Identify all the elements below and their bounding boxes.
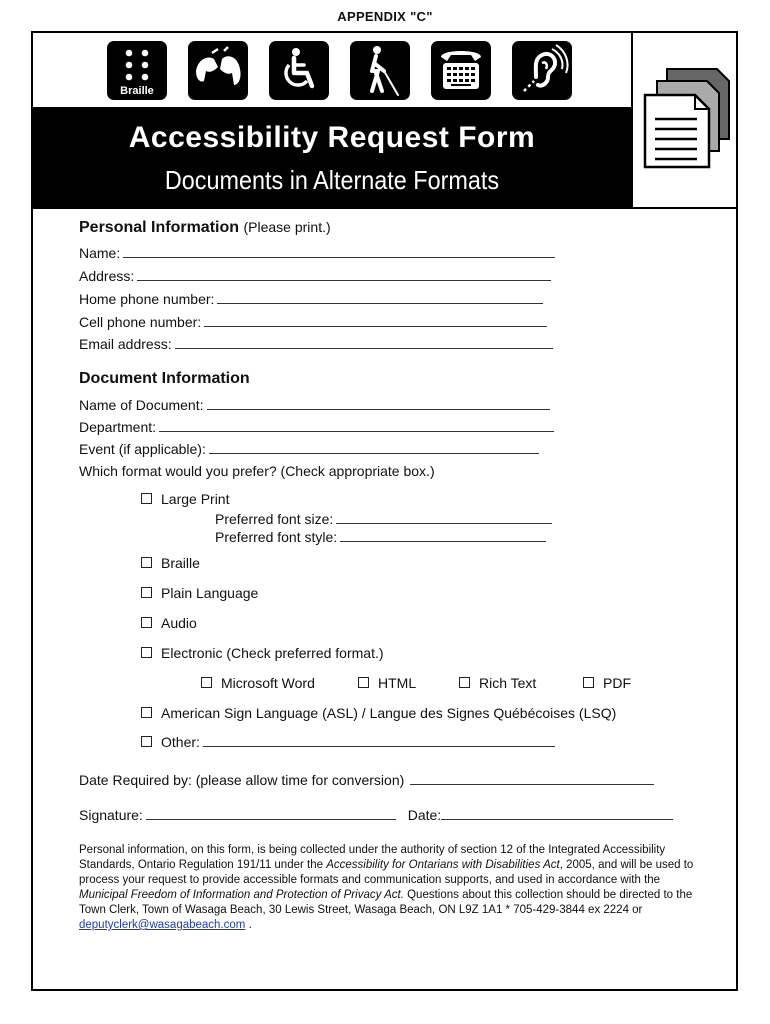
asl-label: American Sign Language (ASL) / Langue des Signes Québécoises (LSQ) [161, 705, 617, 721]
name-label: Name: [79, 245, 121, 261]
option-audio[interactable] [141, 615, 197, 631]
event-row [79, 441, 539, 457]
documents-icon [639, 67, 731, 171]
event-field[interactable] [209, 441, 539, 454]
personal-info-heading [79, 219, 331, 237]
department-row [79, 419, 554, 435]
plain-language-checkbox[interactable] [141, 587, 152, 598]
cell-phone-field[interactable] [204, 314, 547, 327]
signature-row [79, 807, 673, 823]
name-field-row [79, 245, 555, 261]
email-row [79, 336, 553, 352]
rich-text-label: Rich Text [479, 675, 537, 691]
privacy-notice-part-2: , 2005, and will be used to process your request to provide accessible formats and communication supports, and used in accordance with the [79, 859, 694, 886]
department-field[interactable] [159, 419, 554, 432]
rich-text-checkbox[interactable] [459, 677, 470, 688]
audio-checkbox[interactable] [141, 617, 152, 628]
signature-field[interactable] [146, 807, 396, 820]
other-label: Other: [161, 734, 200, 750]
font-style-field[interactable] [340, 529, 546, 542]
personal-info-hint: (Please print.) [243, 219, 331, 235]
braille-icon-label: Braille [120, 85, 154, 97]
braille-label: Braille [161, 555, 200, 571]
audio-label: Audio [161, 615, 197, 631]
font-size-label: Preferred font size: [215, 511, 334, 527]
option-large-print[interactable] [141, 491, 229, 507]
email-label: Email address: [79, 336, 172, 352]
sign-language-icon [188, 41, 248, 100]
other-field[interactable] [203, 734, 555, 747]
option-rich-text[interactable] [459, 675, 536, 691]
other-checkbox[interactable] [141, 736, 152, 747]
privacy-notice [79, 843, 699, 933]
date-required-row [79, 772, 654, 788]
option-plain-language[interactable] [141, 585, 258, 601]
font-size-row [215, 511, 552, 527]
electronic-label: Electronic (Check preferred format.) [161, 645, 384, 661]
name-field[interactable] [123, 245, 555, 258]
date-required-label: Date Required by: (please allow time for conversion) [79, 772, 405, 788]
document-info-title: Document Information [79, 370, 250, 387]
font-size-field[interactable] [336, 511, 552, 524]
wheelchair-icon [269, 41, 329, 100]
option-asl[interactable] [141, 705, 616, 721]
event-label: Event (if applicable): [79, 441, 206, 457]
home-phone-field[interactable] [217, 291, 543, 304]
pdf-label: PDF [603, 675, 631, 691]
hearing-assist-icon [512, 41, 572, 100]
header-divider-horizontal [33, 207, 736, 209]
date-field[interactable] [441, 807, 673, 820]
form-title: Accessibility Request Form [128, 121, 536, 154]
signature-label: Signature: [79, 807, 143, 823]
option-html[interactable] [358, 675, 416, 691]
plain-language-label: Plain Language [161, 585, 259, 601]
document-info-heading [79, 370, 250, 388]
address-field[interactable] [137, 268, 551, 281]
large-print-label: Large Print [161, 491, 230, 507]
doc-name-field[interactable] [207, 397, 550, 410]
font-style-row [215, 529, 546, 545]
cell-phone-label: Cell phone number: [79, 314, 202, 330]
title-banner [33, 107, 631, 207]
pdf-checkbox[interactable] [583, 677, 594, 688]
personal-info-title: Personal Information [79, 219, 240, 236]
department-label: Department: [79, 419, 157, 435]
privacy-notice-part-1: Personal information, on this form, is being collected under the authority of section 12 of the Integrated Accessibility Standards, Ontario Regulation 191/11 under the [79, 844, 666, 871]
contact-email-link[interactable]: deputyclerk@wasagabeach.com [79, 919, 246, 931]
braille-icon [107, 41, 167, 100]
option-braille[interactable] [141, 555, 200, 571]
form-subtitle: Documents in Alternate Formats [164, 165, 500, 195]
doc-name-row [79, 397, 550, 413]
ms-word-checkbox[interactable] [201, 677, 212, 688]
header-divider-vertical [631, 33, 633, 207]
aoda-act-name: Accessibility for Ontarians with Disabilities Act [326, 859, 560, 871]
cell-phone-row [79, 314, 547, 330]
date-required-field[interactable] [410, 772, 654, 785]
doc-name-label: Name of Document: [79, 397, 204, 413]
date-label: Date: [407, 807, 442, 823]
form-frame [31, 31, 738, 991]
asl-checkbox[interactable] [141, 707, 152, 718]
option-ms-word[interactable] [201, 675, 315, 691]
mfippa-act-name: Municipal Freedom of Information and Protection of Privacy Act. [79, 889, 404, 901]
accessibility-icons-row [33, 33, 631, 107]
privacy-notice-part-3: Questions about this collection should be directed to the Town Clerk, Town of Wasaga Beach, 30 Lewis Street, Wasaga Beach, ON L9Z 1A1 * 705-429-3844 ex 2224 or [79, 889, 693, 916]
braille-checkbox[interactable] [141, 557, 152, 568]
address-label: Address: [79, 268, 135, 284]
email-field[interactable] [175, 336, 553, 349]
address-field-row [79, 268, 551, 284]
tty-phone-icon [431, 41, 491, 100]
option-other[interactable] [141, 734, 555, 750]
large-print-checkbox[interactable] [141, 493, 152, 504]
html-checkbox[interactable] [358, 677, 369, 688]
font-style-label: Preferred font style: [215, 529, 338, 545]
home-phone-row [79, 291, 543, 307]
privacy-notice-part-4: . [245, 919, 252, 931]
home-phone-label: Home phone number: [79, 291, 215, 307]
ms-word-label: Microsoft Word [221, 675, 315, 691]
electronic-checkbox[interactable] [141, 647, 152, 658]
option-electronic[interactable] [141, 645, 384, 661]
html-label: HTML [378, 675, 417, 691]
option-pdf[interactable] [583, 675, 631, 691]
blind-cane-icon [350, 41, 410, 100]
appendix-label: APPENDIX "C" [337, 9, 433, 24]
format-question: Which format would you prefer? (Check appropriate box.) [79, 463, 435, 479]
